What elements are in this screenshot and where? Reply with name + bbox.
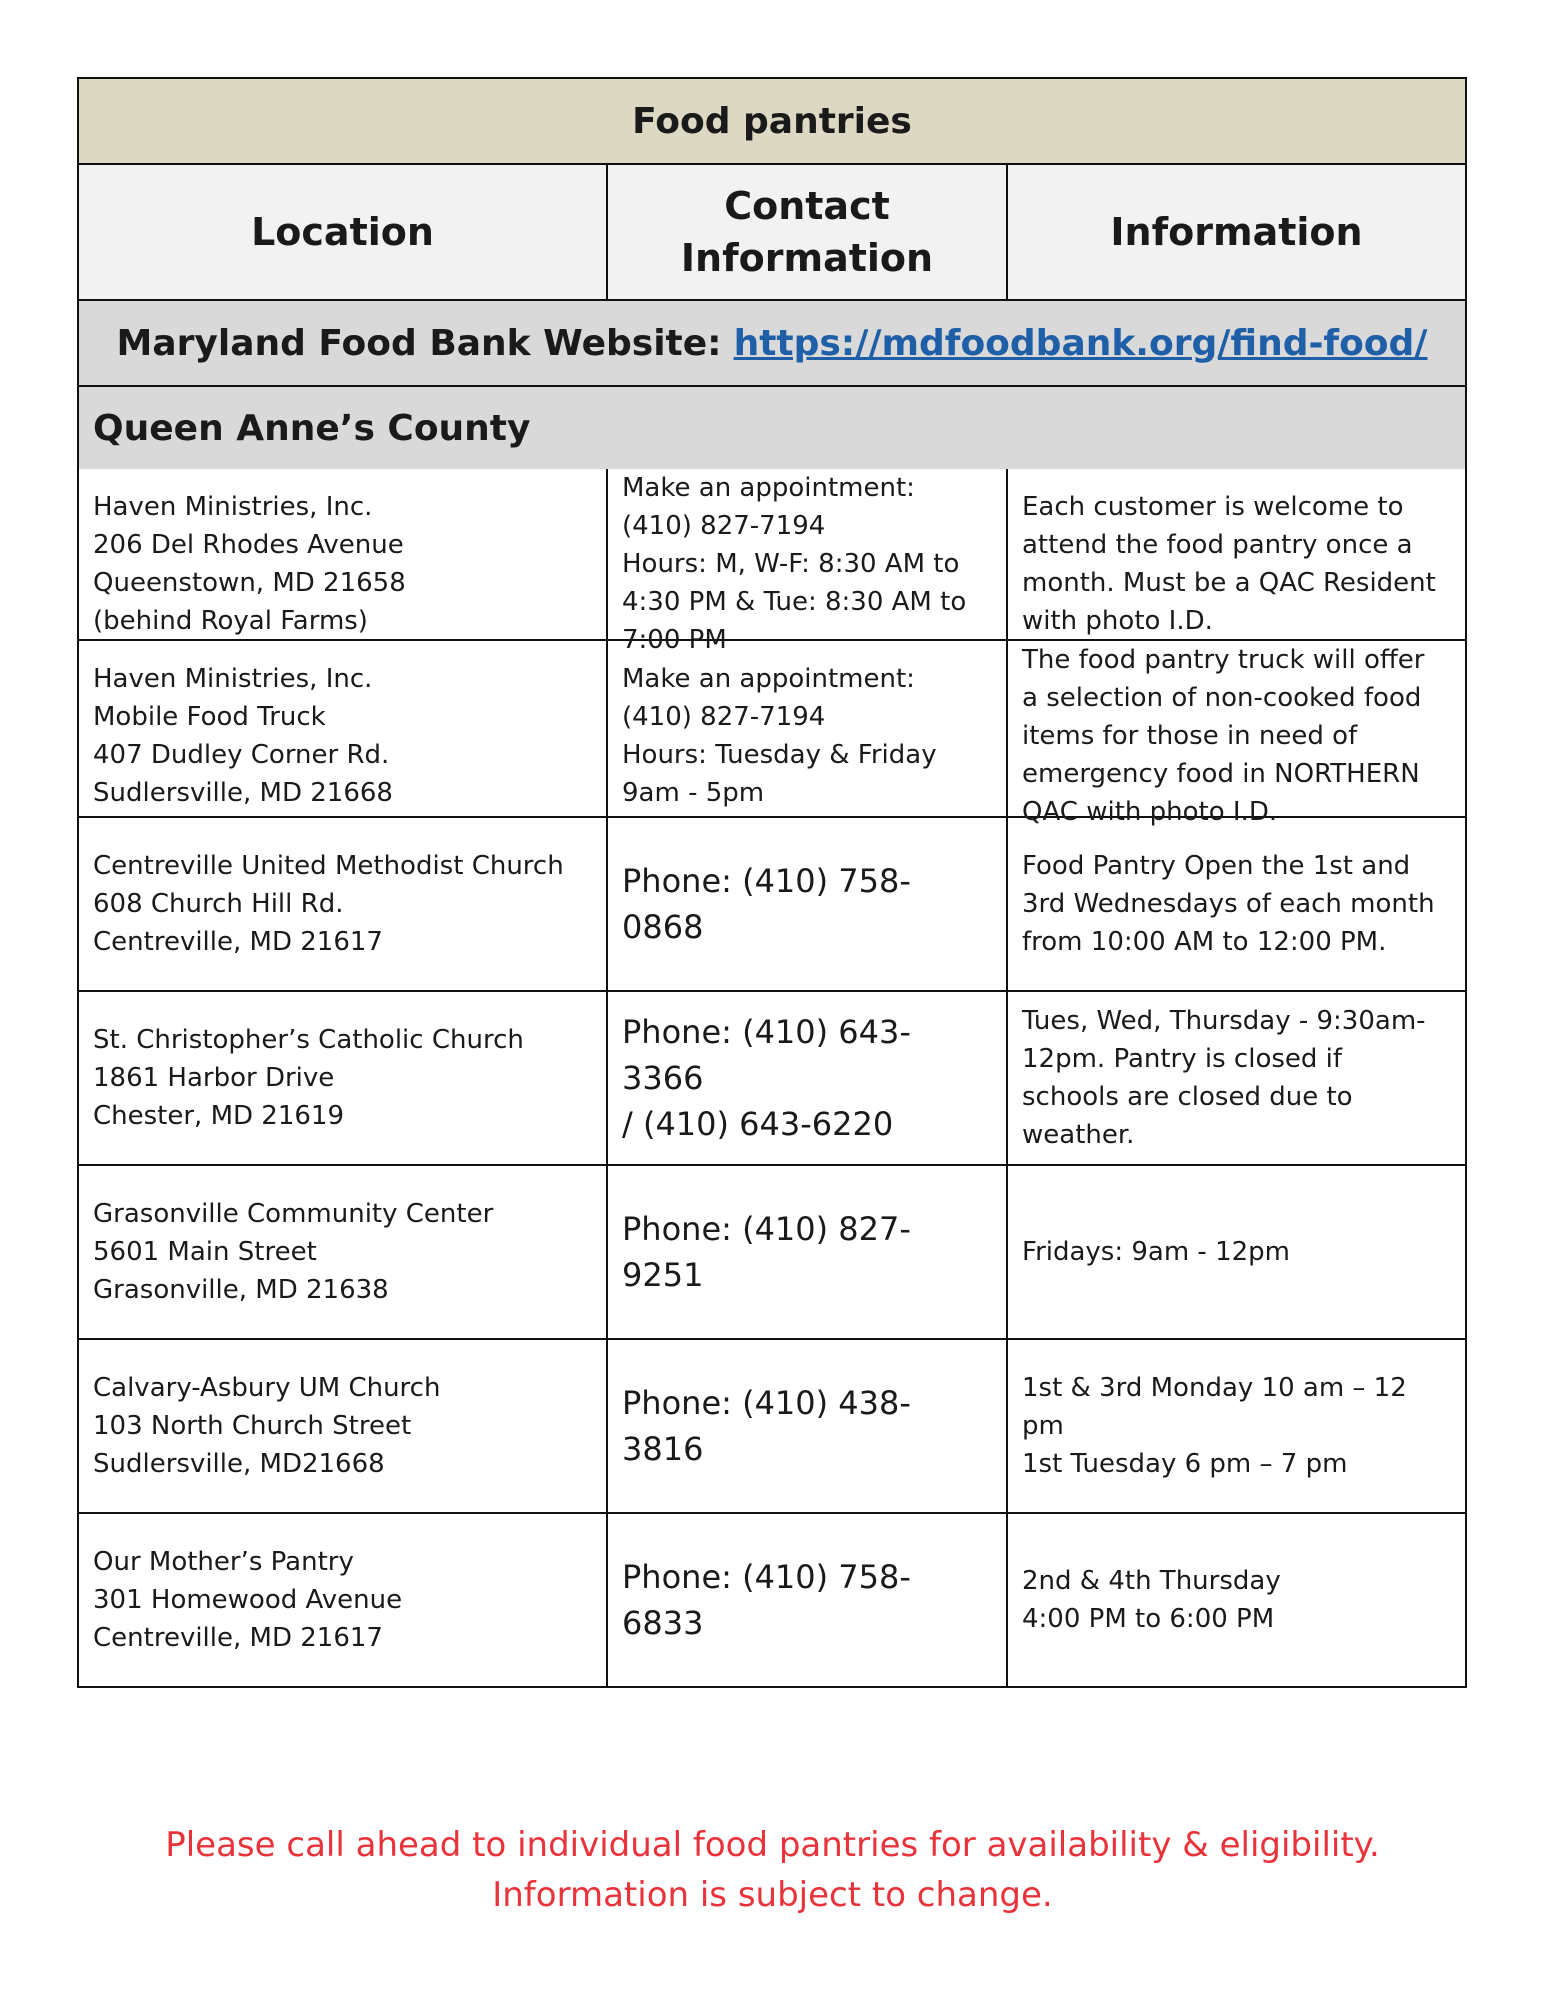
info-cell: Tues, Wed, Thursday - 9:30am- 12pm. Pantry is closed if schools are closed due to weather. (1006, 992, 1465, 1164)
pantry-rows (79, 469, 1465, 1686)
table-row (79, 990, 1465, 1164)
info-cell: The food pantry truck will offer a selection of non-cooked food items for those in need of emergency food in NORTHERN QAC with photo I.D. (1006, 641, 1465, 831)
disclaimer-line-2: Information is subject to change. (492, 1875, 1053, 1915)
location-cell: Centreville United Methodist Church 608 Church Hill Rd. Centreville, MD 21617 (93, 851, 564, 957)
table-row (79, 1512, 1465, 1686)
table-row (79, 469, 1465, 655)
contact-cell: Phone: (410) 758-6833 (606, 1514, 1006, 1686)
header-information: Information (1006, 163, 1465, 299)
location-cell: Calvary-Asbury UM Church 103 North Church Street Sudlersville, MD21668 (93, 1373, 441, 1479)
location-cell: Grasonville Community Center 5601 Main Street Grasonville, MD 21638 (93, 1199, 494, 1305)
location-cell: Our Mother’s Pantry 301 Homewood Avenue Centreville, MD 21617 (93, 1547, 403, 1653)
website-label: Maryland Food Bank Website: (116, 322, 722, 364)
info-cell: Fridays: 9am - 12pm (1006, 1166, 1465, 1338)
website-link[interactable]: https://mdfoodbank.org/find-food/ (733, 322, 1428, 364)
contact-cell: Phone: (410) 643-3366 / (410) 643-6220 (606, 992, 1006, 1164)
food-pantries-table (77, 77, 1467, 1688)
info-cell: Food Pantry Open the 1st and 3rd Wednesdays of each month from 10:00 AM to 12:00 PM. (1006, 818, 1465, 990)
table-header-row (79, 163, 1465, 299)
info-cell: Each customer is welcome to attend the food pantry once a month. Must be a QAC Resident with photo I.D. (1006, 469, 1465, 659)
info-cell: 2nd & 4th Thursday 4:00 PM to 6:00 PM (1006, 1514, 1465, 1686)
contact-cell: Phone: (410) 758-0868 (606, 818, 1006, 990)
contact-cell: Phone: (410) 827-9251 (606, 1166, 1006, 1338)
location-cell: Haven Ministries, Inc. 206 Del Rhodes Avenue Queenstown, MD 21658 (behind Royal Farms) (93, 492, 406, 636)
website-row (79, 299, 1465, 385)
contact-cell: Phone: (410) 438-3816 (606, 1340, 1006, 1512)
county-heading: Queen Anne’s County (79, 385, 1465, 469)
table-row (79, 1164, 1465, 1338)
contact-cell: Make an appointment: (410) 827-7194 Hours: M, W-F: 8:30 AM to 4:30 PM & Tue: 8:30 AM to 7:00 PM (606, 469, 1006, 659)
header-contact: Contact Information (606, 163, 1006, 299)
disclaimer-note (0, 1820, 1545, 1920)
contact-cell: Make an appointment: (410) 827-7194 Hours: Tuesday & Friday 9am - 5pm (606, 641, 1006, 831)
table-title: Food pantries (79, 79, 1465, 163)
header-location: Location (79, 163, 606, 299)
location-cell: Haven Ministries, Inc. Mobile Food Truck 407 Dudley Corner Rd. Sudlersville, MD 21668 (93, 664, 393, 808)
table-row (79, 639, 1465, 827)
table-row (79, 816, 1465, 990)
location-cell: St. Christopher’s Catholic Church 1861 Harbor Drive Chester, MD 21619 (93, 1025, 524, 1131)
info-cell: 1st & 3rd Monday 10 am – 12 pm 1st Tuesday 6 pm – 7 pm (1006, 1340, 1465, 1512)
disclaimer-line-1: Please call ahead to individual food pantries for availability & eligibility. (165, 1825, 1380, 1865)
table-row (79, 1338, 1465, 1512)
